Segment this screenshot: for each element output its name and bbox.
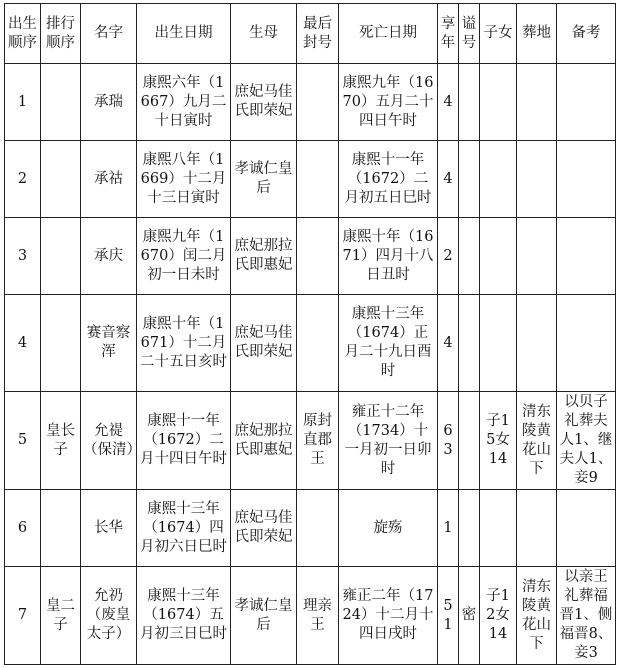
cell-last-title: 原封直郡王 <box>297 392 339 490</box>
cell-name: 承庆 <box>81 218 137 295</box>
cell-name: 承瑞 <box>81 64 137 141</box>
cell-age: 2 <box>438 218 459 295</box>
cell-last-title <box>297 490 339 567</box>
cell-last-title <box>297 141 339 218</box>
cell-children <box>480 295 517 392</box>
cell-children <box>480 64 517 141</box>
cell-children: 子15女14 <box>480 392 517 490</box>
cell-death-date: 雍正十二年（1734）十一月初一日卯时 <box>339 392 438 490</box>
cell-birth-date: 康熙十年（1671）十二月二十五日亥时 <box>137 295 231 392</box>
cell-birth-order: 2 <box>5 141 41 218</box>
cell-birth-date: 康熙十三年（1674）五月初三日巳时 <box>137 567 231 665</box>
cell-rank-order <box>41 490 81 567</box>
cell-burial <box>517 490 557 567</box>
cell-children <box>480 141 517 218</box>
cell-birth-order: 3 <box>5 218 41 295</box>
cell-birth-order: 6 <box>5 490 41 567</box>
cell-mother: 庶妃那拉氏即惠妃 <box>231 218 297 295</box>
cell-last-title <box>297 64 339 141</box>
cell-burial <box>517 64 557 141</box>
cell-rank-order <box>41 295 81 392</box>
cell-birth-date: 康熙八年（1669）十二月十三日寅时 <box>137 141 231 218</box>
cell-notes <box>557 218 616 295</box>
cell-notes: 以亲王礼葬福晋1、侧福晋8、妾3 <box>557 567 616 665</box>
cell-burial <box>517 218 557 295</box>
cell-posthumous <box>459 218 480 295</box>
cell-birth-order: 1 <box>5 64 41 141</box>
cell-age: 63 <box>438 392 459 490</box>
cell-death-date: 旋殇 <box>339 490 438 567</box>
cell-death-date: 康熙十一年（1672）二月初五日巳时 <box>339 141 438 218</box>
cell-name: 承祜 <box>81 141 137 218</box>
cell-name: 长华 <box>81 490 137 567</box>
table-row <box>5 218 616 295</box>
table-row <box>5 490 616 567</box>
cell-posthumous <box>459 64 480 141</box>
header-posthumous: 谥号 <box>459 4 480 64</box>
cell-age: 51 <box>438 567 459 665</box>
cell-death-date: 雍正二年（1724）十二月十四日戌时 <box>339 567 438 665</box>
cell-mother: 庶妃马佳氏即荣妃 <box>231 490 297 567</box>
cell-birth-date: 康熙六年（1667）九月二十日寅时 <box>137 64 231 141</box>
cell-mother: 庶妃马佳氏即荣妃 <box>231 295 297 392</box>
table-row <box>5 567 616 665</box>
cell-children <box>480 218 517 295</box>
cell-death-date: 康熙九年（1670）五月二十四日午时 <box>339 64 438 141</box>
cell-age: 4 <box>438 64 459 141</box>
cell-burial <box>517 141 557 218</box>
header-age: 享年 <box>438 4 459 64</box>
cell-birth-order: 4 <box>5 295 41 392</box>
table-row <box>5 141 616 218</box>
cell-birth-date: 康熙十一年（1672）二月十四日午时 <box>137 392 231 490</box>
cell-birth-date: 康熙十三年（1674）四月初六日巳时 <box>137 490 231 567</box>
cell-last-title: 理亲王 <box>297 567 339 665</box>
header-birth-order: 出生顺序 <box>5 4 41 64</box>
kangxi-sons-table <box>4 3 616 665</box>
header-last-title: 最后封号 <box>297 4 339 64</box>
cell-mother: 孝诚仁皇后 <box>231 567 297 665</box>
cell-rank-order: 皇长子 <box>41 392 81 490</box>
cell-age: 1 <box>438 490 459 567</box>
cell-notes: 以贝子礼葬夫人1、继夫人1、妾9 <box>557 392 616 490</box>
cell-rank-order <box>41 64 81 141</box>
cell-notes <box>557 295 616 392</box>
header-notes: 备考 <box>557 4 616 64</box>
cell-posthumous <box>459 141 480 218</box>
cell-notes <box>557 141 616 218</box>
cell-name: 允礽（废皇太子） <box>81 567 137 665</box>
header-row <box>5 4 616 64</box>
cell-burial: 清东陵黄花山下 <box>517 392 557 490</box>
cell-posthumous <box>459 392 480 490</box>
cell-birth-order: 5 <box>5 392 41 490</box>
cell-name: 赛音察浑 <box>81 295 137 392</box>
table-row <box>5 295 616 392</box>
document-page <box>4 3 616 665</box>
header-name: 名字 <box>81 4 137 64</box>
header-burial: 葬地 <box>517 4 557 64</box>
cell-mother: 孝诚仁皇后 <box>231 141 297 218</box>
cell-posthumous <box>459 490 480 567</box>
cell-rank-order <box>41 141 81 218</box>
cell-birth-date: 康熙九年（1670）闰二月初一日未时 <box>137 218 231 295</box>
table-row <box>5 64 616 141</box>
cell-posthumous: 密 <box>459 567 480 665</box>
cell-children <box>480 490 517 567</box>
cell-mother: 庶妃马佳氏即荣妃 <box>231 64 297 141</box>
cell-mother: 庶妃那拉氏即惠妃 <box>231 392 297 490</box>
cell-posthumous <box>459 295 480 392</box>
header-children: 子女 <box>480 4 517 64</box>
cell-notes <box>557 64 616 141</box>
cell-burial <box>517 295 557 392</box>
cell-name: 允禔（保清） <box>81 392 137 490</box>
cell-last-title <box>297 218 339 295</box>
header-rank-order: 排行顺序 <box>41 4 81 64</box>
cell-last-title <box>297 295 339 392</box>
cell-rank-order: 皇二子 <box>41 567 81 665</box>
header-birth-date: 出生日期 <box>137 4 231 64</box>
cell-death-date: 康熙十三年（1674）正月二十九日酉时 <box>339 295 438 392</box>
cell-rank-order <box>41 218 81 295</box>
cell-notes <box>557 490 616 567</box>
cell-birth-order: 7 <box>5 567 41 665</box>
cell-death-date: 康熙十年（1671）四月十八日丑时 <box>339 218 438 295</box>
table-row <box>5 392 616 490</box>
header-mother: 生母 <box>231 4 297 64</box>
cell-age: 4 <box>438 295 459 392</box>
header-death-date: 死亡日期 <box>339 4 438 64</box>
cell-children: 子12女14 <box>480 567 517 665</box>
cell-burial: 清东陵黄花山下 <box>517 567 557 665</box>
cell-age: 4 <box>438 141 459 218</box>
